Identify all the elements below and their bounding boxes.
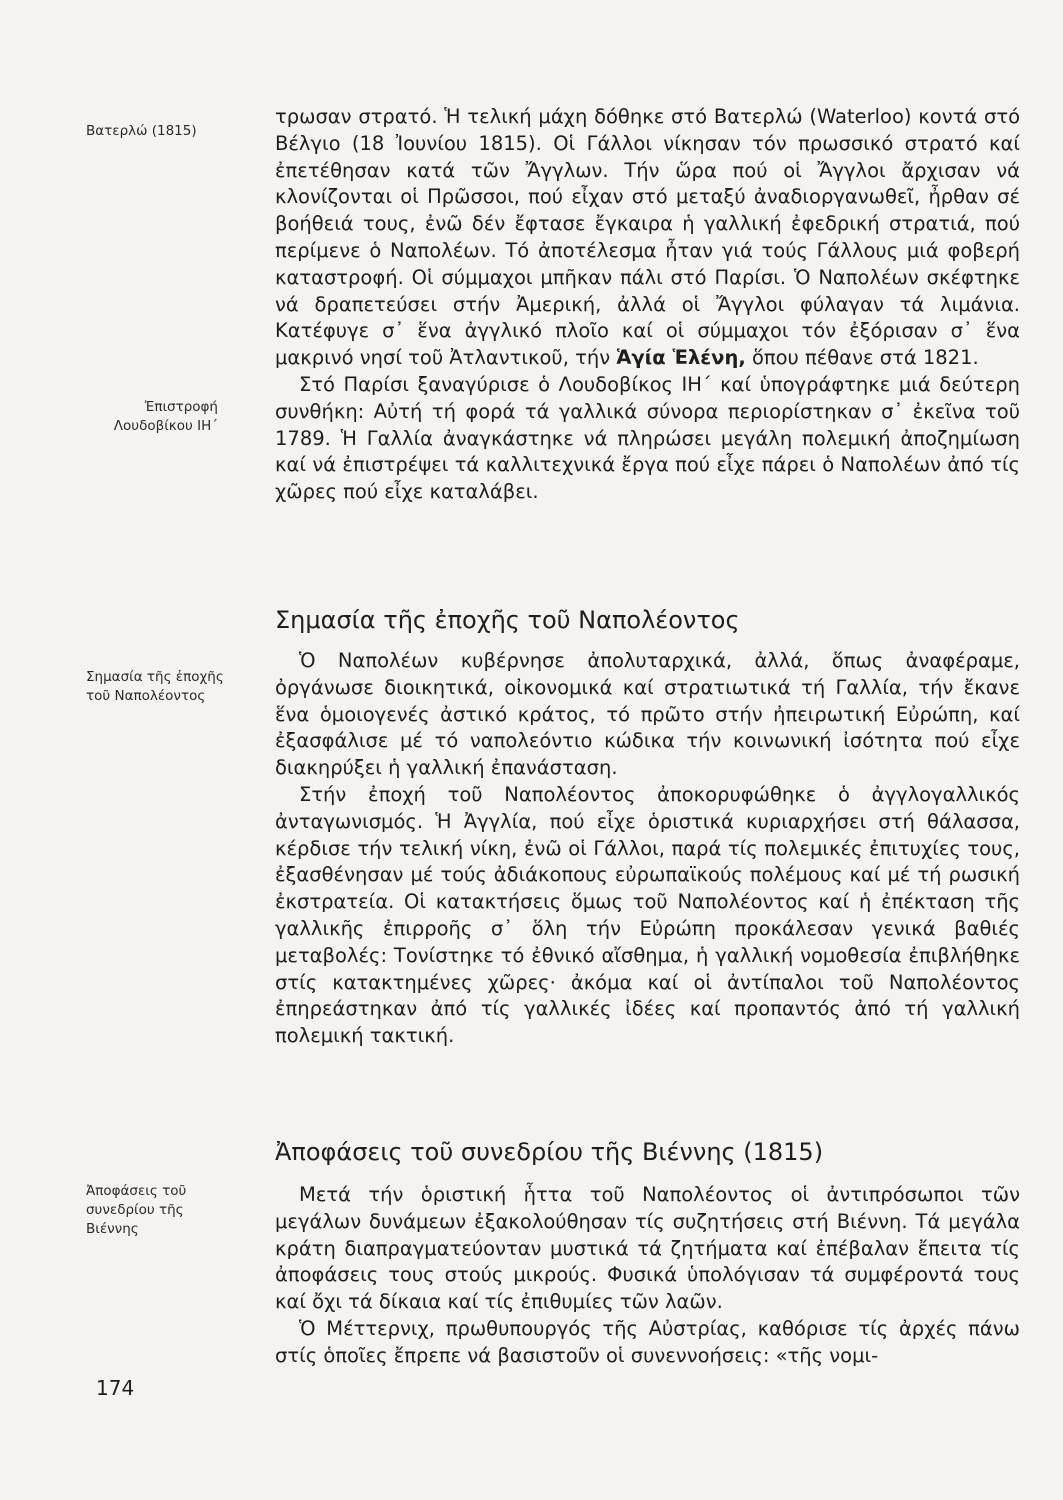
margin-note-waterloo: Βατερλώ (1815) xyxy=(86,123,197,139)
section-heading-significance: Σημασία τῆς ἐποχῆς τοῦ Ναπολέοντος xyxy=(275,606,740,634)
paragraph: Στήν ἐποχή τοῦ Ναπολέοντος ἀποκορυφώθηκε ὁ ἀγγλογαλλικός ἀνταγωνισμός. Ἡ Ἀγγλία, πού εἶχε ὁριστικά κυριαρχήσει στή θάλασσα, κέρδισε τήν τελική νίκη, ἐνῶ οἱ Γάλλοι, παρά τίς πολεμικές ἐπιτυχίες τους, ἐξασθένησαν μέ τούς ἀδιάκοπους εὐρωπαϊκούς πολέμους καί μέ τή ρωσική ἐκστρατεία. Οἱ κατακτήσεις ὅμως τοῦ Ναπολέοντος καί ἡ ἐπέκταση τῆς γαλλικῆς ἐπιρροῆς σ᾽ ὅλη τήν Εὐρώπη προκάλεσαν γενικά βαθιές μεταβολές: Τονίστηκε τό ἐθνικό αἴσθημα, ἡ γαλλική νομοθεσία ἐπιβλήθηκε στίς κατακτημένες χῶρες· ἀκόμα καί οἱ ἀντίπαλοι τοῦ Ναπολέοντος ἐπηρεάστηκαν ἀπό τίς γαλλικές ἰδέες καί προπαντός ἀπό τή γαλλική πολεμική τακτική. xyxy=(275,782,1020,1048)
paragraph: Ὁ Ναπολέων κυβέρνησε ἀπολυταρχικά, ἀλλά, ὅπως ἀναφέραμε, ὀργάνωσε διοικητικά, οἰκονομικά καί στρατιωτικά τή Γαλλία, τήν ἔκανε ἕνα ὁμοιογενές ἀστικό κράτος, τό πρῶτο στήν ἠπειρωτική Εὐρώπη, καί ἐξασφάλισε μέ τό ναπολεόντιο κώδικα τήν κοινωνική ἰσότητα πού εἶχε διακηρύξει ἡ γαλλική ἐπανάσταση. xyxy=(275,649,1020,780)
paragraph: Ὁ Μέττερνιχ, πρωθυπουργός τῆς Αὐστρίας, καθόρισε τίς ἀρχές πάνω στίς ὁποῖες ἔπρεπε νά βασιστοῦν οἱ συνεννοήσεις: «τῆς νομι- xyxy=(275,1316,1020,1367)
section-heading-decisions: Ἀποφάσεις τοῦ συνεδρίου τῆς Βιέννης (1815) xyxy=(275,1138,824,1166)
page-number: 174 xyxy=(96,1376,135,1400)
paragraph: Μετά τήν ὁριστική ἧττα τοῦ Ναπολέοντος οἱ ἀντιπρόσωποι τῶν μεγάλων δυνάμεων ἐξακολούθησαν τίς συζητήσεις στή Βιέννη. Τά μεγάλα κράτη διαπραγματεύονταν μυστικά τά ζητήματα καί ἐπέβαλαν ἔπειτα τίς ἀποφάσεις τους στούς μικρούς. Φυσικά ὑπολόγισαν τά συμφέροντά τους καί ὄχι τά δίκαια καί τίς ἐπιθυμίες τῶν λαῶν. xyxy=(275,1183,1020,1314)
paragraph: Στό Παρίσι ξαναγύρισε ὁ Λουδοβίκος ΙΗ΄ καί ὑπογράφτηκε μιά δεύτερη συνθήκη: Αὐτή τή φορά τά γαλλικά σύνορα περιορίστηκαν σ᾽ ἐκεῖνα τοῦ 1789. Ἡ Γαλλία ἀναγκάστηκε νά πληρώσει μεγάλη πολεμική ἀποζημίωση καί νά ἐπιστρέψει τά καλλιτεχνικά ἔργα πού εἶχε πάρει ὁ Ναπολέων ἀπό τίς χῶρες πού εἶχε καταλάβει. xyxy=(275,372,1020,504)
paragraph-text: ὅπου πέθανε στά 1821. xyxy=(751,346,979,370)
section-decisions-body xyxy=(275,1182,1020,1370)
margin-note-significance: Σημασία τῆς ἐποχῆς τοῦ Ναπολέοντος xyxy=(86,669,224,704)
margin-note-decisions: Ἀποφάσεις τοῦ συνεδρίου τῆς Βιέννης xyxy=(86,1183,187,1237)
section-significance-body xyxy=(275,648,1020,1050)
paragraph-text: τρωσαν στρατό. Ἡ τελική μάχη δόθηκε στό Βατερλώ (Waterloo) κοντά στό Βέλγιο (18 Ἰουνίου 1815). Οἱ Γάλλοι νίκησαν τόν πρωσσικό στρατό καί ἐπετέθησαν κατά τῶν Ἄγγλων. Τήν ὥρα πού οἱ Ἄγγλοι ἄρχισαν νά κλονίζονται οἱ Πρῶσσοι, πού εἶχαν στό μεταξύ ἀναδιοργανωθεῖ, ἦρθαν σέ βοήθειά τους, ἐνῶ δέν ἔφτασε ἔγκαιρα ἡ γαλλική ἐφεδρική στρατιά, πού περίμενε ὁ Ναπολέων. Τό ἀποτέλεσμα ἦταν γιά τούς Γάλλους μιά φοβερή καταστροφή. Οἱ σύμμαχοι μπῆκαν πάλι στό Παρίσι. Ὁ Ναπολέων σκέφτηκε νά δραπετεύσει στήν Ἀμερική, ἀλλά οἱ Ἄγγλοι φύλαγαν τά λιμάνια. Κατέφυγε σ᾽ ἕνα ἀγγλικό πλοῖο καί οἱ σύμμαχοι τόν ἐξόρισαν σ᾽ ἕνα μακρινό νησί τοῦ Ἀτλαντικοῦ, τήν xyxy=(275,105,1020,370)
section-waterloo-body xyxy=(275,104,1020,506)
paragraph xyxy=(275,104,1020,372)
margin-note-return-louis: Ἐπιστροφή Λουδοβίκου ΙΗ΄ xyxy=(113,399,218,434)
saint-helena-bold: Ἁγία Ἑλένη, xyxy=(616,346,746,370)
